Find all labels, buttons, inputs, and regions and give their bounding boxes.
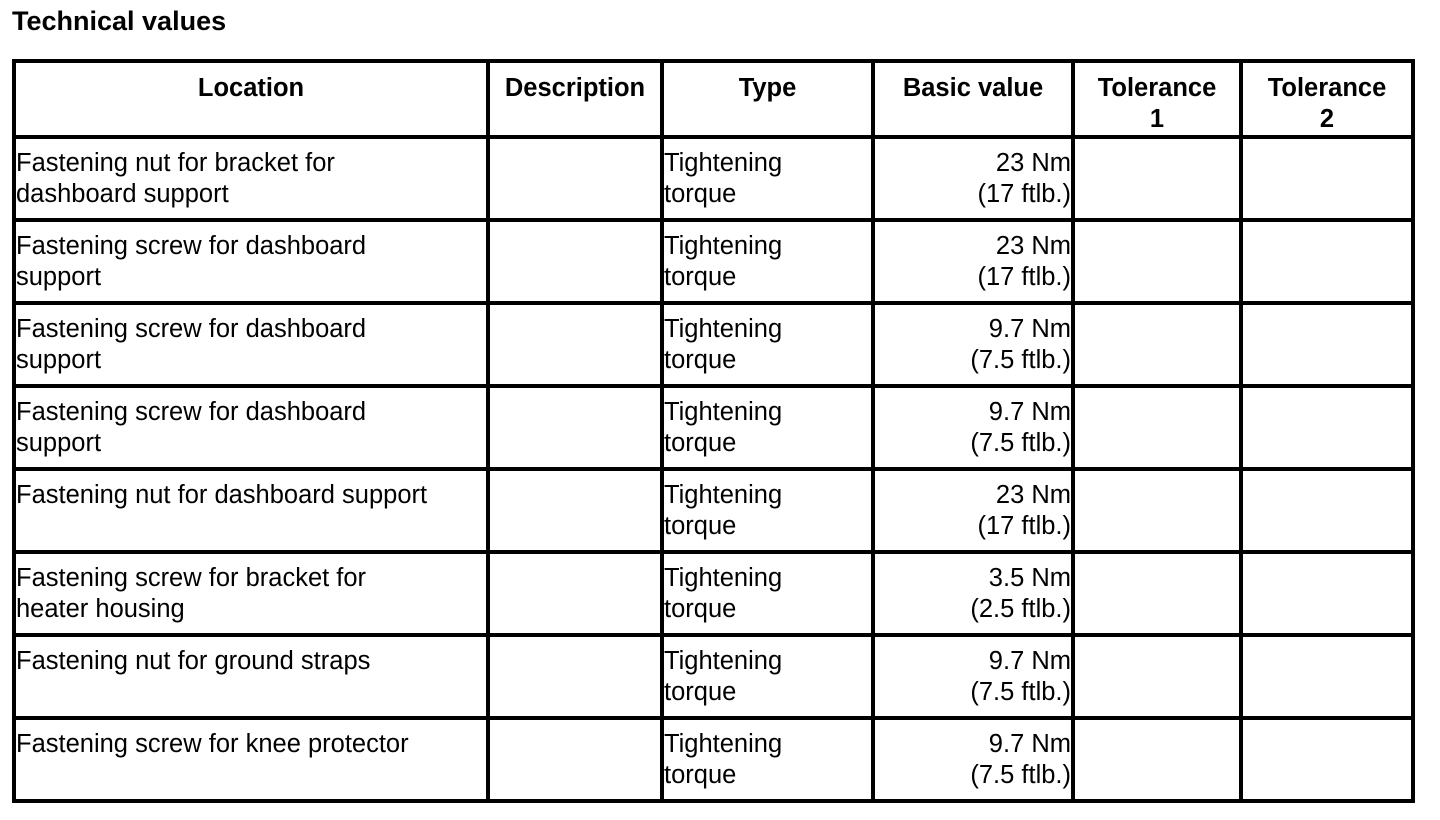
cell-description (488, 220, 662, 303)
table-row (14, 303, 1413, 386)
cell-basic-value (873, 469, 1073, 552)
cell-location (14, 469, 488, 552)
location-line-1: Fastening screw for dashboard (16, 232, 367, 260)
location-line-2: support (16, 263, 102, 291)
value-metric: 9.7 Nm (988, 398, 1071, 426)
cell-basic-value (873, 635, 1073, 718)
value-imperial: (7.5 ftlb.) (970, 346, 1071, 374)
type-line-2: torque (664, 180, 737, 208)
value-metric: 9.7 Nm (988, 315, 1071, 343)
cell-type (662, 220, 873, 303)
header-description: Description (488, 61, 662, 137)
table-row (14, 469, 1413, 552)
location-line-1: Fastening screw for knee protector (16, 730, 409, 758)
type-line-2: torque (664, 595, 737, 623)
cell-description (488, 635, 662, 718)
cell-basic-value (873, 303, 1073, 386)
cell-type (662, 137, 873, 220)
cell-type (662, 303, 873, 386)
cell-tolerance-2 (1241, 386, 1413, 469)
cell-description (488, 386, 662, 469)
value-imperial: (17 ftlb.) (977, 512, 1071, 540)
table-row (14, 137, 1413, 220)
type-line-1: Tightening (664, 398, 783, 426)
type-line-1: Tightening (664, 730, 783, 758)
cell-tolerance-1 (1073, 718, 1241, 801)
type-line-2: torque (664, 263, 737, 291)
value-imperial: (7.5 ftlb.) (970, 761, 1071, 789)
cell-tolerance-2 (1241, 303, 1413, 386)
cell-tolerance-1 (1073, 552, 1241, 635)
type-line-2: torque (664, 512, 737, 540)
table-row (14, 386, 1413, 469)
location-line-2: support (16, 346, 102, 374)
location-line-2: support (16, 429, 102, 457)
value-imperial: (17 ftlb.) (977, 263, 1071, 291)
cell-type (662, 386, 873, 469)
header-type: Type (662, 61, 873, 137)
location-line-2: dashboard support (16, 180, 229, 208)
location-line-2: heater housing (16, 595, 185, 623)
location-line-1: Fastening screw for dashboard (16, 398, 367, 426)
page-title: Technical values (12, 6, 227, 36)
header-tolerance-2-label: Tolerance (1267, 74, 1387, 102)
header-tolerance-1-number: 1 (1149, 105, 1165, 133)
cell-location (14, 303, 488, 386)
cell-basic-value (873, 386, 1073, 469)
header-tolerance-2 (1241, 61, 1413, 137)
cell-tolerance-1 (1073, 635, 1241, 718)
cell-type (662, 552, 873, 635)
type-line-1: Tightening (664, 481, 783, 509)
type-line-1: Tightening (664, 647, 783, 675)
cell-tolerance-1 (1073, 220, 1241, 303)
cell-type (662, 469, 873, 552)
value-metric: 23 Nm (995, 481, 1071, 509)
location-line-1: Fastening nut for bracket for (16, 149, 335, 177)
cell-location (14, 718, 488, 801)
table-row (14, 220, 1413, 303)
type-line-1: Tightening (664, 315, 783, 343)
cell-tolerance-2 (1241, 220, 1413, 303)
cell-tolerance-1 (1073, 469, 1241, 552)
cell-basic-value (873, 137, 1073, 220)
header-tolerance-1-label: Tolerance (1097, 74, 1217, 102)
value-imperial: (17 ftlb.) (977, 180, 1071, 208)
cell-basic-value (873, 552, 1073, 635)
header-tolerance-1 (1073, 61, 1241, 137)
type-line-1: Tightening (664, 232, 783, 260)
type-line-2: torque (664, 429, 737, 457)
cell-description (488, 552, 662, 635)
type-line-2: torque (664, 678, 737, 706)
value-metric: 9.7 Nm (988, 647, 1071, 675)
table-header-row (14, 61, 1413, 137)
cell-description (488, 137, 662, 220)
value-metric: 9.7 Nm (988, 730, 1071, 758)
value-imperial: (7.5 ftlb.) (970, 429, 1071, 457)
header-location: Location (14, 61, 488, 137)
cell-description (488, 718, 662, 801)
header-basic-value: Basic value (873, 61, 1073, 137)
cell-tolerance-2 (1241, 552, 1413, 635)
cell-location (14, 552, 488, 635)
cell-location (14, 386, 488, 469)
cell-type (662, 718, 873, 801)
technical-values-table (12, 59, 1415, 803)
value-metric: 3.5 Nm (988, 564, 1071, 592)
table-row (14, 552, 1413, 635)
value-metric: 23 Nm (995, 232, 1071, 260)
cell-tolerance-2 (1241, 137, 1413, 220)
table-row (14, 635, 1413, 718)
cell-location (14, 220, 488, 303)
location-line-1: Fastening screw for dashboard (16, 315, 367, 343)
table-row (14, 718, 1413, 801)
type-line-1: Tightening (664, 564, 783, 592)
cell-basic-value (873, 718, 1073, 801)
value-metric: 23 Nm (995, 149, 1071, 177)
cell-tolerance-2 (1241, 469, 1413, 552)
type-line-2: torque (664, 761, 737, 789)
type-line-1: Tightening (664, 149, 783, 177)
header-tolerance-2-number: 2 (1319, 105, 1335, 133)
cell-description (488, 469, 662, 552)
cell-basic-value (873, 220, 1073, 303)
cell-tolerance-1 (1073, 303, 1241, 386)
cell-tolerance-2 (1241, 635, 1413, 718)
cell-tolerance-2 (1241, 718, 1413, 801)
value-imperial: (2.5 ftlb.) (970, 595, 1071, 623)
cell-location (14, 137, 488, 220)
cell-location (14, 635, 488, 718)
cell-description (488, 303, 662, 386)
type-line-2: torque (664, 346, 737, 374)
location-line-1: Fastening screw for bracket for (16, 564, 367, 592)
location-line-1: Fastening nut for dashboard support (16, 481, 428, 509)
cell-tolerance-1 (1073, 137, 1241, 220)
cell-tolerance-1 (1073, 386, 1241, 469)
cell-type (662, 635, 873, 718)
value-imperial: (7.5 ftlb.) (970, 678, 1071, 706)
location-line-1: Fastening nut for ground straps (16, 647, 371, 675)
